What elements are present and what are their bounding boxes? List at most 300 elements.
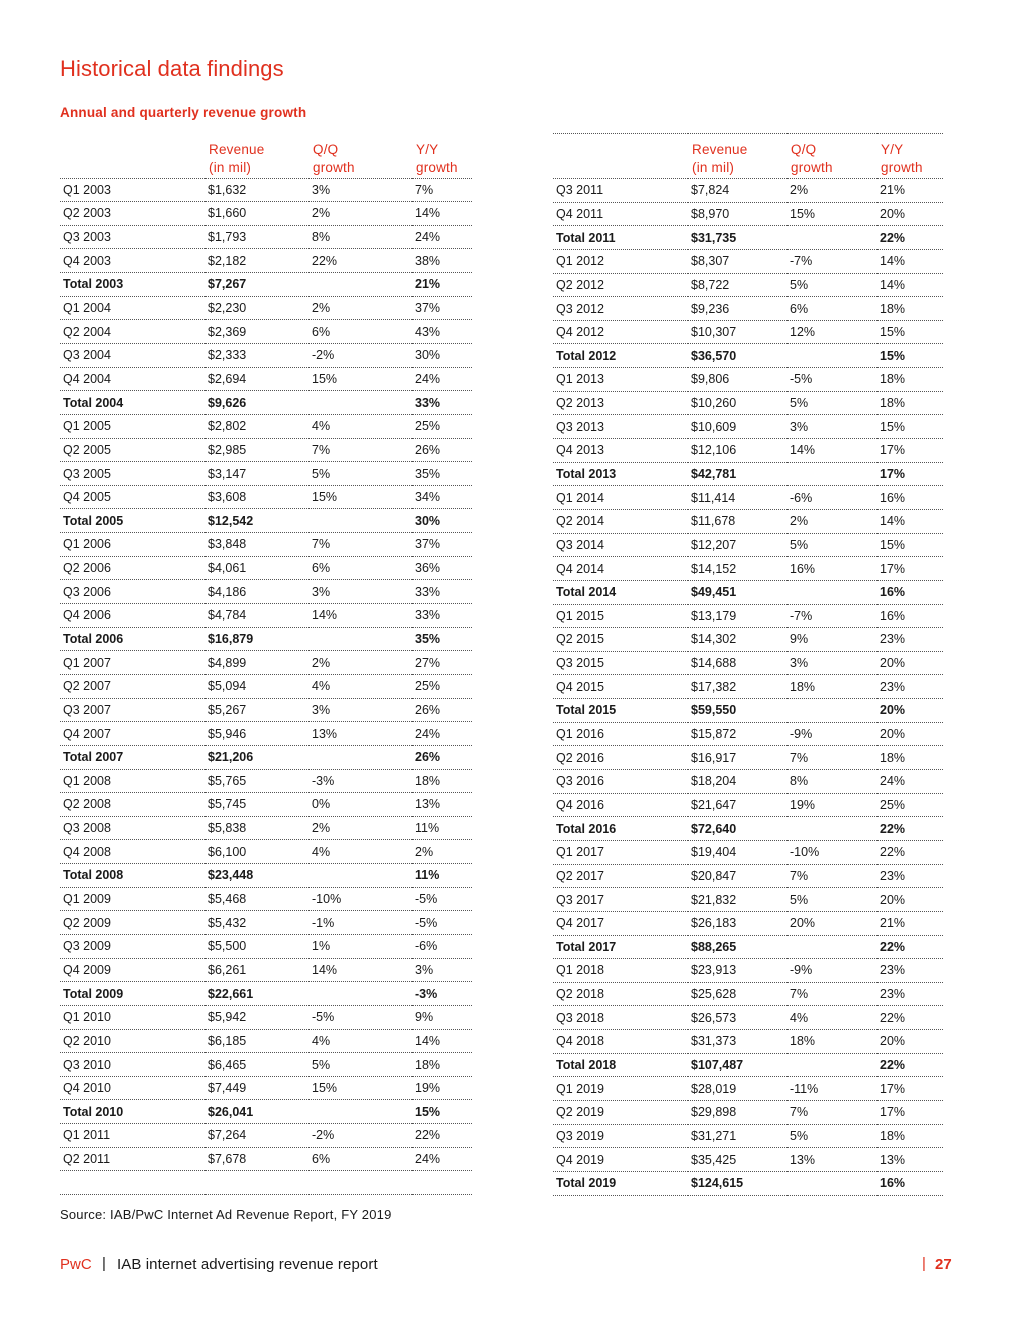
cell-yy-growth: 9% xyxy=(412,1005,472,1029)
table-row xyxy=(553,391,943,415)
table-row xyxy=(60,1147,472,1171)
cell-yy-growth: 11% xyxy=(412,816,472,840)
cell-yy-growth: 7% xyxy=(412,178,472,202)
cell-revenue: $31,373 xyxy=(688,1030,787,1054)
table-row xyxy=(60,343,472,367)
cell-yy-growth: 20% xyxy=(877,651,943,675)
cell-qq-growth: 5% xyxy=(787,888,877,912)
cell-yy-growth: 20% xyxy=(877,202,943,226)
cell-period: Q1 2009 xyxy=(60,887,205,911)
cell-revenue: $10,609 xyxy=(688,415,787,439)
cell-yy-growth: 25% xyxy=(412,414,472,438)
cell-qq-growth: 3% xyxy=(309,580,412,604)
cell-yy-growth: 33% xyxy=(412,604,472,628)
cell-qq-growth: 3% xyxy=(309,698,412,722)
table-row xyxy=(60,533,472,557)
cell-qq-growth: 15% xyxy=(787,202,877,226)
cell-period: Q4 2005 xyxy=(60,485,205,509)
cell-qq-growth xyxy=(787,226,877,250)
cell-revenue: $26,041 xyxy=(205,1100,309,1124)
cell-period: Q2 2004 xyxy=(60,320,205,344)
table-row xyxy=(60,580,472,604)
cell-qq-growth: 3% xyxy=(787,651,877,675)
table-row xyxy=(553,604,943,628)
cell-period: Q4 2006 xyxy=(60,604,205,628)
cell-period: Q3 2016 xyxy=(553,770,688,794)
cell-qq-growth: 9% xyxy=(787,628,877,652)
cell-yy-growth: 43% xyxy=(412,320,472,344)
cell-yy-growth: 18% xyxy=(877,297,943,321)
table-row xyxy=(553,911,943,935)
header-revenue: Revenue (in mil) xyxy=(688,134,787,179)
cell-qq-growth: 7% xyxy=(309,533,412,557)
cell-period: Q4 2018 xyxy=(553,1030,688,1054)
cell-qq-growth: 14% xyxy=(309,958,412,982)
cell-yy-growth: 23% xyxy=(877,675,943,699)
table-row-total xyxy=(553,580,943,604)
table-row-total xyxy=(553,935,943,959)
cell-period: Q3 2005 xyxy=(60,462,205,486)
cell-revenue: $23,448 xyxy=(205,864,309,888)
cell-yy-growth: 30% xyxy=(412,509,472,533)
cell-revenue: $16,879 xyxy=(205,627,309,651)
cell-qq-growth: 5% xyxy=(787,533,877,557)
table-row xyxy=(553,651,943,675)
cell-revenue: $8,722 xyxy=(688,273,787,297)
cell-yy-growth: 21% xyxy=(877,911,943,935)
cell-qq-growth: 15% xyxy=(309,367,412,391)
table-row xyxy=(60,935,472,959)
cell-qq-growth: -7% xyxy=(787,249,877,273)
cell-period: Q3 2006 xyxy=(60,580,205,604)
cell-revenue: $2,369 xyxy=(205,320,309,344)
cell-period: Q1 2008 xyxy=(60,769,205,793)
cell-yy-growth: 37% xyxy=(412,533,472,557)
cell-yy-growth: 14% xyxy=(877,273,943,297)
cell-period: Q4 2008 xyxy=(60,840,205,864)
cell-yy-growth: 17% xyxy=(877,439,943,463)
cell-qq-growth xyxy=(309,864,412,888)
table-row xyxy=(60,414,472,438)
table-row xyxy=(553,1077,943,1101)
table-row xyxy=(60,911,472,935)
cell-revenue: $4,061 xyxy=(205,556,309,580)
cell-period: Q1 2017 xyxy=(553,840,688,864)
cell-yy-growth: 20% xyxy=(877,722,943,746)
table-row xyxy=(60,1005,472,1029)
cell-period: Q4 2011 xyxy=(553,202,688,226)
table-row xyxy=(553,840,943,864)
cell-yy-growth: 22% xyxy=(877,226,943,250)
table-row xyxy=(60,769,472,793)
cell-revenue: $8,970 xyxy=(688,202,787,226)
cell-period: Q1 2003 xyxy=(60,178,205,202)
cell-yy-growth: 20% xyxy=(877,1030,943,1054)
table-row-total xyxy=(553,817,943,841)
footer-separator: | xyxy=(102,1255,106,1272)
cell-yy-growth: 17% xyxy=(877,1100,943,1124)
cell-period: Q4 2012 xyxy=(553,320,688,344)
cell-qq-growth: 8% xyxy=(309,225,412,249)
cell-period: Q3 2015 xyxy=(553,651,688,675)
cell-revenue: $22,661 xyxy=(205,982,309,1006)
cell-revenue: $2,333 xyxy=(205,343,309,367)
cell-yy-growth: 22% xyxy=(877,840,943,864)
cell-revenue: $14,688 xyxy=(688,651,787,675)
cell-yy-growth: 33% xyxy=(412,391,472,415)
page-number-separator: | xyxy=(922,1255,926,1272)
cell-revenue: $7,267 xyxy=(205,273,309,297)
cell-yy-growth: 26% xyxy=(412,698,472,722)
cell-qq-growth xyxy=(787,580,877,604)
cell-period: Q2 2012 xyxy=(553,273,688,297)
cell-revenue: $2,230 xyxy=(205,296,309,320)
cell-qq-growth: 2% xyxy=(309,202,412,226)
cell-qq-growth: -10% xyxy=(309,887,412,911)
cell-qq-growth: -5% xyxy=(309,1005,412,1029)
cell-qq-growth: 16% xyxy=(787,557,877,581)
cell-period: Q2 2007 xyxy=(60,674,205,698)
cell-period: Total 2013 xyxy=(553,462,688,486)
table-row-total xyxy=(553,699,943,723)
cell-revenue: $5,946 xyxy=(205,722,309,746)
cell-qq-growth xyxy=(309,391,412,415)
cell-empty xyxy=(205,1171,309,1195)
cell-revenue: $12,207 xyxy=(688,533,787,557)
cell-revenue: $4,784 xyxy=(205,604,309,628)
table-row xyxy=(553,982,943,1006)
cell-revenue: $31,271 xyxy=(688,1124,787,1148)
table-row xyxy=(60,1076,472,1100)
table-row xyxy=(60,1124,472,1148)
cell-qq-growth: 7% xyxy=(309,438,412,462)
table-row xyxy=(553,770,943,794)
cell-revenue: $49,451 xyxy=(688,580,787,604)
table-row xyxy=(60,225,472,249)
cell-qq-growth: 13% xyxy=(309,722,412,746)
cell-yy-growth: 23% xyxy=(877,959,943,983)
table-row xyxy=(553,1148,943,1172)
cell-period: Total 2012 xyxy=(553,344,688,368)
cell-qq-growth xyxy=(787,462,877,486)
table-row xyxy=(60,462,472,486)
table-row xyxy=(60,178,472,202)
table-row xyxy=(553,628,943,652)
cell-period: Q3 2010 xyxy=(60,1053,205,1077)
cell-qq-growth: 5% xyxy=(787,1124,877,1148)
cell-revenue: $12,542 xyxy=(205,509,309,533)
cell-yy-growth: 22% xyxy=(412,1124,472,1148)
cell-revenue: $5,432 xyxy=(205,911,309,935)
cell-revenue: $14,152 xyxy=(688,557,787,581)
table-row xyxy=(60,958,472,982)
cell-period: Q4 2016 xyxy=(553,793,688,817)
cell-yy-growth: 22% xyxy=(877,817,943,841)
cell-yy-growth: 16% xyxy=(877,486,943,510)
table-row-total xyxy=(60,273,472,297)
cell-qq-growth: -11% xyxy=(787,1077,877,1101)
cell-period: Q2 2015 xyxy=(553,628,688,652)
cell-revenue: $5,267 xyxy=(205,698,309,722)
cell-revenue: $36,570 xyxy=(688,344,787,368)
cell-qq-growth: -6% xyxy=(787,486,877,510)
cell-period: Q1 2005 xyxy=(60,414,205,438)
table-row xyxy=(60,485,472,509)
table-row xyxy=(553,888,943,912)
cell-period: Q4 2019 xyxy=(553,1148,688,1172)
table-row-total xyxy=(60,509,472,533)
cell-revenue: $124,615 xyxy=(688,1171,787,1195)
table-row xyxy=(553,864,943,888)
cell-yy-growth: 18% xyxy=(877,391,943,415)
cell-qq-growth: 13% xyxy=(787,1148,877,1172)
cell-yy-growth: 24% xyxy=(877,770,943,794)
cell-revenue: $7,264 xyxy=(205,1124,309,1148)
cell-yy-growth: 16% xyxy=(877,1171,943,1195)
table-row xyxy=(60,651,472,675)
cell-period: Q2 2017 xyxy=(553,864,688,888)
cell-period: Q1 2015 xyxy=(553,604,688,628)
cell-yy-growth: 14% xyxy=(412,202,472,226)
table-row xyxy=(553,557,943,581)
cell-qq-growth xyxy=(787,344,877,368)
cell-revenue: $2,182 xyxy=(205,249,309,273)
revenue-table-left xyxy=(60,133,472,1195)
table-row xyxy=(553,1030,943,1054)
cell-period: Q2 2008 xyxy=(60,793,205,817)
section-subtitle: Annual and quarterly revenue growth xyxy=(60,105,307,120)
cell-yy-growth: 18% xyxy=(412,769,472,793)
cell-revenue: $88,265 xyxy=(688,935,787,959)
cell-qq-growth: 2% xyxy=(309,651,412,675)
cell-qq-growth xyxy=(787,1171,877,1195)
cell-yy-growth: 23% xyxy=(877,864,943,888)
cell-yy-growth: 25% xyxy=(877,793,943,817)
cell-revenue: $3,608 xyxy=(205,485,309,509)
cell-empty xyxy=(412,1171,472,1195)
cell-period: Q2 2009 xyxy=(60,911,205,935)
cell-qq-growth: 8% xyxy=(787,770,877,794)
cell-qq-growth: 15% xyxy=(309,1076,412,1100)
cell-qq-growth: 3% xyxy=(787,415,877,439)
cell-revenue: $4,186 xyxy=(205,580,309,604)
cell-period: Q3 2017 xyxy=(553,888,688,912)
cell-yy-growth: 16% xyxy=(877,580,943,604)
table-row xyxy=(60,722,472,746)
cell-qq-growth: -3% xyxy=(309,769,412,793)
cell-yy-growth: -5% xyxy=(412,911,472,935)
cell-period: Total 2015 xyxy=(553,699,688,723)
cell-yy-growth: 18% xyxy=(412,1053,472,1077)
cell-qq-growth xyxy=(309,982,412,1006)
table-row xyxy=(553,1006,943,1030)
cell-qq-growth xyxy=(787,817,877,841)
cell-revenue: $72,640 xyxy=(688,817,787,841)
cell-period: Total 2011 xyxy=(553,226,688,250)
cell-period: Total 2008 xyxy=(60,864,205,888)
cell-revenue: $6,100 xyxy=(205,840,309,864)
cell-yy-growth: 24% xyxy=(412,722,472,746)
cell-revenue: $10,307 xyxy=(688,320,787,344)
cell-period: Q3 2019 xyxy=(553,1124,688,1148)
cell-yy-growth: 37% xyxy=(412,296,472,320)
cell-period: Total 2005 xyxy=(60,509,205,533)
cell-revenue: $23,913 xyxy=(688,959,787,983)
table-row xyxy=(60,674,472,698)
table-row xyxy=(553,368,943,392)
table-body-left xyxy=(60,178,472,1195)
table-row-total xyxy=(553,462,943,486)
cell-period: Q2 2005 xyxy=(60,438,205,462)
cell-qq-growth xyxy=(309,627,412,651)
cell-period: Q3 2018 xyxy=(553,1006,688,1030)
cell-period: Q4 2015 xyxy=(553,675,688,699)
table-row xyxy=(60,1053,472,1077)
header-yy-growth: Y/Y growth xyxy=(877,134,943,179)
cell-period: Q1 2010 xyxy=(60,1005,205,1029)
cell-qq-growth: 4% xyxy=(309,414,412,438)
cell-period: Q1 2011 xyxy=(60,1124,205,1148)
cell-yy-growth: 20% xyxy=(877,699,943,723)
cell-yy-growth: 24% xyxy=(412,367,472,391)
cell-qq-growth xyxy=(309,273,412,297)
table-row xyxy=(60,249,472,273)
cell-yy-growth: 15% xyxy=(877,320,943,344)
cell-revenue: $59,550 xyxy=(688,699,787,723)
cell-period: Q3 2011 xyxy=(553,179,688,203)
cell-revenue: $31,735 xyxy=(688,226,787,250)
cell-qq-growth: 3% xyxy=(309,178,412,202)
cell-period: Q3 2014 xyxy=(553,533,688,557)
cell-qq-growth: 5% xyxy=(787,273,877,297)
cell-revenue: $7,449 xyxy=(205,1076,309,1100)
cell-period: Q2 2011 xyxy=(60,1147,205,1171)
table-row xyxy=(553,439,943,463)
cell-yy-growth: -3% xyxy=(412,982,472,1006)
cell-qq-growth: -2% xyxy=(309,343,412,367)
cell-qq-growth xyxy=(309,1100,412,1124)
cell-revenue: $5,094 xyxy=(205,674,309,698)
cell-qq-growth: 7% xyxy=(787,746,877,770)
cell-qq-growth: 5% xyxy=(787,391,877,415)
cell-revenue: $3,848 xyxy=(205,533,309,557)
cell-revenue: $21,832 xyxy=(688,888,787,912)
table-row xyxy=(553,533,943,557)
cell-yy-growth: 20% xyxy=(877,888,943,912)
table-row xyxy=(60,887,472,911)
table-row xyxy=(553,1100,943,1124)
cell-revenue: $14,302 xyxy=(688,628,787,652)
cell-yy-growth: 27% xyxy=(412,651,472,675)
cell-qq-growth xyxy=(787,699,877,723)
cell-revenue: $13,179 xyxy=(688,604,787,628)
cell-revenue: $19,404 xyxy=(688,840,787,864)
cell-revenue: $11,678 xyxy=(688,509,787,533)
cell-qq-growth: 18% xyxy=(787,1030,877,1054)
cell-period: Q1 2006 xyxy=(60,533,205,557)
cell-revenue: $4,899 xyxy=(205,651,309,675)
cell-period: Q2 2003 xyxy=(60,202,205,226)
cell-revenue: $6,261 xyxy=(205,958,309,982)
cell-yy-growth: 34% xyxy=(412,485,472,509)
cell-yy-growth: 14% xyxy=(412,1029,472,1053)
cell-qq-growth xyxy=(787,1053,877,1077)
table-row-total xyxy=(60,1100,472,1124)
table-row xyxy=(553,793,943,817)
cell-qq-growth: 4% xyxy=(309,674,412,698)
cell-period: Total 2014 xyxy=(553,580,688,604)
cell-empty xyxy=(309,1171,412,1195)
table-row xyxy=(553,273,943,297)
cell-yy-growth: 26% xyxy=(412,438,472,462)
cell-period: Q4 2014 xyxy=(553,557,688,581)
cell-yy-growth: 18% xyxy=(877,368,943,392)
table-row xyxy=(553,1124,943,1148)
table-row-total xyxy=(60,745,472,769)
cell-revenue: $10,260 xyxy=(688,391,787,415)
cell-qq-growth: 18% xyxy=(787,675,877,699)
cell-yy-growth: 33% xyxy=(412,580,472,604)
cell-revenue: $7,824 xyxy=(688,179,787,203)
cell-yy-growth: 23% xyxy=(877,982,943,1006)
table-row-total xyxy=(553,1053,943,1077)
page-title: Historical data findings xyxy=(60,56,284,81)
table-row xyxy=(553,959,943,983)
cell-period: Q1 2014 xyxy=(553,486,688,510)
cell-yy-growth: 15% xyxy=(877,533,943,557)
cell-qq-growth: -9% xyxy=(787,959,877,983)
cell-yy-growth: 18% xyxy=(877,746,943,770)
table-row xyxy=(553,746,943,770)
cell-revenue: $3,147 xyxy=(205,462,309,486)
cell-revenue: $29,898 xyxy=(688,1100,787,1124)
cell-qq-growth: -9% xyxy=(787,722,877,746)
cell-revenue: $6,465 xyxy=(205,1053,309,1077)
cell-revenue: $7,678 xyxy=(205,1147,309,1171)
cell-qq-growth xyxy=(787,935,877,959)
cell-period: Q1 2016 xyxy=(553,722,688,746)
table-row-total xyxy=(553,344,943,368)
cell-period: Total 2004 xyxy=(60,391,205,415)
table-row xyxy=(553,509,943,533)
cell-yy-growth: 15% xyxy=(877,344,943,368)
table-row xyxy=(60,816,472,840)
cell-period: Q1 2019 xyxy=(553,1077,688,1101)
table-row-empty xyxy=(60,1171,472,1195)
cell-qq-growth: 4% xyxy=(787,1006,877,1030)
table-row xyxy=(60,320,472,344)
cell-period: Q4 2010 xyxy=(60,1076,205,1100)
cell-period: Q4 2013 xyxy=(553,439,688,463)
cell-qq-growth xyxy=(309,509,412,533)
cell-qq-growth: 6% xyxy=(309,1147,412,1171)
cell-revenue: $6,185 xyxy=(205,1029,309,1053)
source-note: Source: IAB/PwC Internet Ad Revenue Report, FY 2019 xyxy=(60,1207,392,1222)
cell-yy-growth: 11% xyxy=(412,864,472,888)
cell-yy-growth: 22% xyxy=(877,1053,943,1077)
cell-yy-growth: 35% xyxy=(412,462,472,486)
cell-revenue: $20,847 xyxy=(688,864,787,888)
cell-period: Q2 2018 xyxy=(553,982,688,1006)
cell-period: Q2 2010 xyxy=(60,1029,205,1053)
table-row xyxy=(60,840,472,864)
cell-yy-growth: 21% xyxy=(877,179,943,203)
cell-revenue: $15,872 xyxy=(688,722,787,746)
cell-qq-growth: 6% xyxy=(787,297,877,321)
table-row xyxy=(60,296,472,320)
cell-yy-growth: 3% xyxy=(412,958,472,982)
cell-qq-growth: 6% xyxy=(309,320,412,344)
